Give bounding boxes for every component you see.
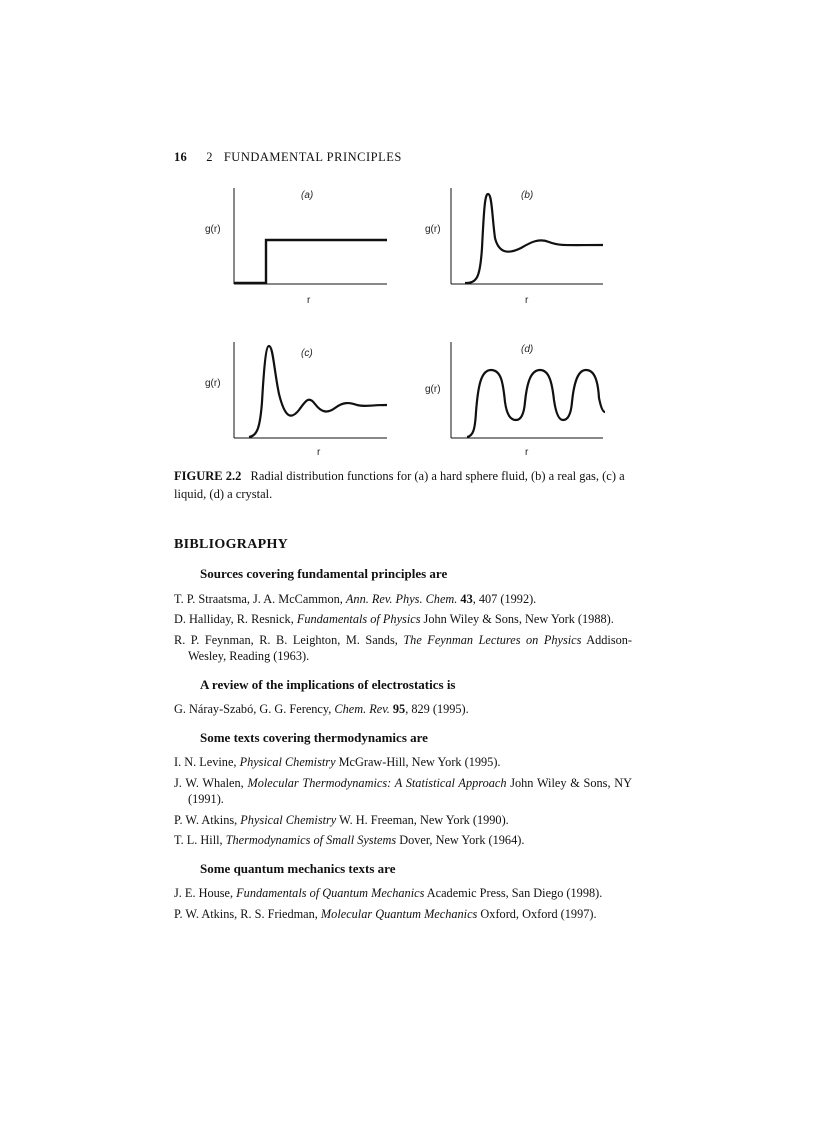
group-heading: Some texts covering thermodynamics are (200, 729, 428, 745)
rdf-plot-c (205, 342, 385, 458)
xlabel-c: r (317, 447, 321, 458)
group-heading: Some quantum mechanics texts are (200, 860, 396, 876)
ylabel-a: g(r) (205, 224, 221, 235)
figure-panel-a (205, 188, 385, 306)
bibliography-group (174, 861, 632, 923)
reference-entry (174, 832, 632, 849)
ref-details: Dover, New York (1964). (396, 833, 525, 847)
ref-details: John Wiley & Sons, New York (1988). (420, 612, 614, 626)
ref-authors: T. P. Straatsma, J. A. McCammon, (174, 591, 346, 606)
ref-volume: 95 (389, 702, 406, 716)
reference-entry (174, 775, 632, 808)
ref-title: Physical Chemistry (239, 755, 336, 769)
ref-details: W. H. Freeman, New York (1990). (336, 812, 509, 827)
ref-title: Fundamentals of Quantum Mechanics (236, 886, 425, 900)
ref-volume: 43 (457, 591, 473, 606)
page-number: 16 (174, 150, 187, 164)
ref-title: Physical Chemistry (240, 812, 337, 827)
reference-entry (174, 885, 632, 902)
panel-label-b: (b) (521, 190, 534, 201)
curve-b (465, 194, 603, 283)
bibliography-heading: BIBLIOGRAPHY (174, 537, 289, 552)
ref-title: The Feynman Lectures on Physics (403, 632, 582, 647)
ref-authors: G. Náray-Szabó, G. G. Ferency, (174, 702, 335, 716)
ref-title: Ann. Rev. Phys. Chem. (345, 591, 458, 606)
xlabel-d: r (525, 447, 529, 458)
rdf-plot-a (205, 188, 385, 306)
ref-authors: J. E. House, (174, 886, 237, 900)
curve-c (249, 346, 387, 437)
ref-authors: P. W. Atkins, R. S. Friedman, (174, 906, 321, 921)
figure-caption (174, 467, 632, 503)
ref-details: , 829 (1995). (405, 702, 469, 716)
curve-d (467, 370, 605, 437)
ref-details: , 407 (1992). (472, 591, 537, 606)
reference-entry (174, 701, 632, 718)
figure-number: FIGURE 2.2 (174, 469, 242, 483)
figure-panel-d (425, 342, 605, 458)
figure-panel-b (425, 188, 605, 306)
bibliography-group (174, 677, 632, 718)
chapter-title: 2 FUNDAMENTAL PRINCIPLES (206, 150, 402, 164)
reference-entry (174, 591, 632, 608)
xlabel-b: r (525, 295, 529, 306)
reference-entry (174, 611, 632, 628)
ref-details: McGraw-Hill, New York (1995). (335, 755, 501, 769)
ref-details: Oxford, Oxford (1997). (477, 906, 597, 921)
ref-authors: T. L. Hill, (174, 833, 226, 847)
ref-authors: D. Halliday, R. Resnick, (174, 612, 297, 626)
group-heading: A review of the implications of electrostatics is (200, 676, 456, 692)
panel-label-d: (d) (521, 344, 534, 355)
ref-title: Molecular Quantum Mechanics (320, 906, 478, 921)
xlabel-a: r (307, 295, 311, 306)
panel-label-c: (c) (301, 348, 313, 359)
figure-panel-c (205, 342, 385, 458)
ref-authors: P. W. Atkins, (174, 812, 241, 827)
reference-entry (174, 906, 632, 923)
bibliography-group (174, 730, 632, 849)
ref-authors: R. P. Feynman, R. B. Leighton, M. Sands, (174, 632, 404, 647)
ref-authors: I. N. Levine, (174, 755, 240, 769)
ref-authors: J. W. Whalen, (174, 775, 248, 790)
ref-title: Molecular Thermodynamics: A Statistical Approach (247, 775, 507, 790)
reference-entry (174, 812, 632, 829)
ylabel-b: g(r) (425, 224, 441, 235)
reference-entry (174, 632, 632, 665)
ref-details: Addison-Wesley, Reading (1963). (188, 632, 633, 663)
curve-a (234, 240, 387, 283)
ref-details: John Wiley & Sons, NY (1991). (188, 775, 633, 806)
reference-entry (174, 754, 632, 771)
group-heading: Sources covering fundamental principles are (200, 566, 448, 581)
bibliography-list (174, 566, 632, 934)
rdf-plot-d (425, 342, 605, 458)
caption-text: Radial distribution functions for (a) a hard sphere fluid, (b) a real gas, (c) a liquid, (d) a crystal. (174, 469, 625, 501)
ylabel-c: g(r) (205, 378, 221, 389)
ref-title: Chem. Rev. (334, 702, 390, 716)
ref-title: Fundamentals of Physics (296, 612, 421, 626)
running-head (174, 150, 402, 165)
panel-label-a: (a) (301, 190, 314, 201)
rdf-plot-b (425, 188, 605, 306)
ref-details: Academic Press, San Diego (1998). (424, 886, 603, 900)
ref-title: Thermodynamics of Small Systems (225, 833, 397, 847)
ylabel-d: g(r) (425, 384, 441, 395)
bibliography-group (174, 566, 632, 665)
